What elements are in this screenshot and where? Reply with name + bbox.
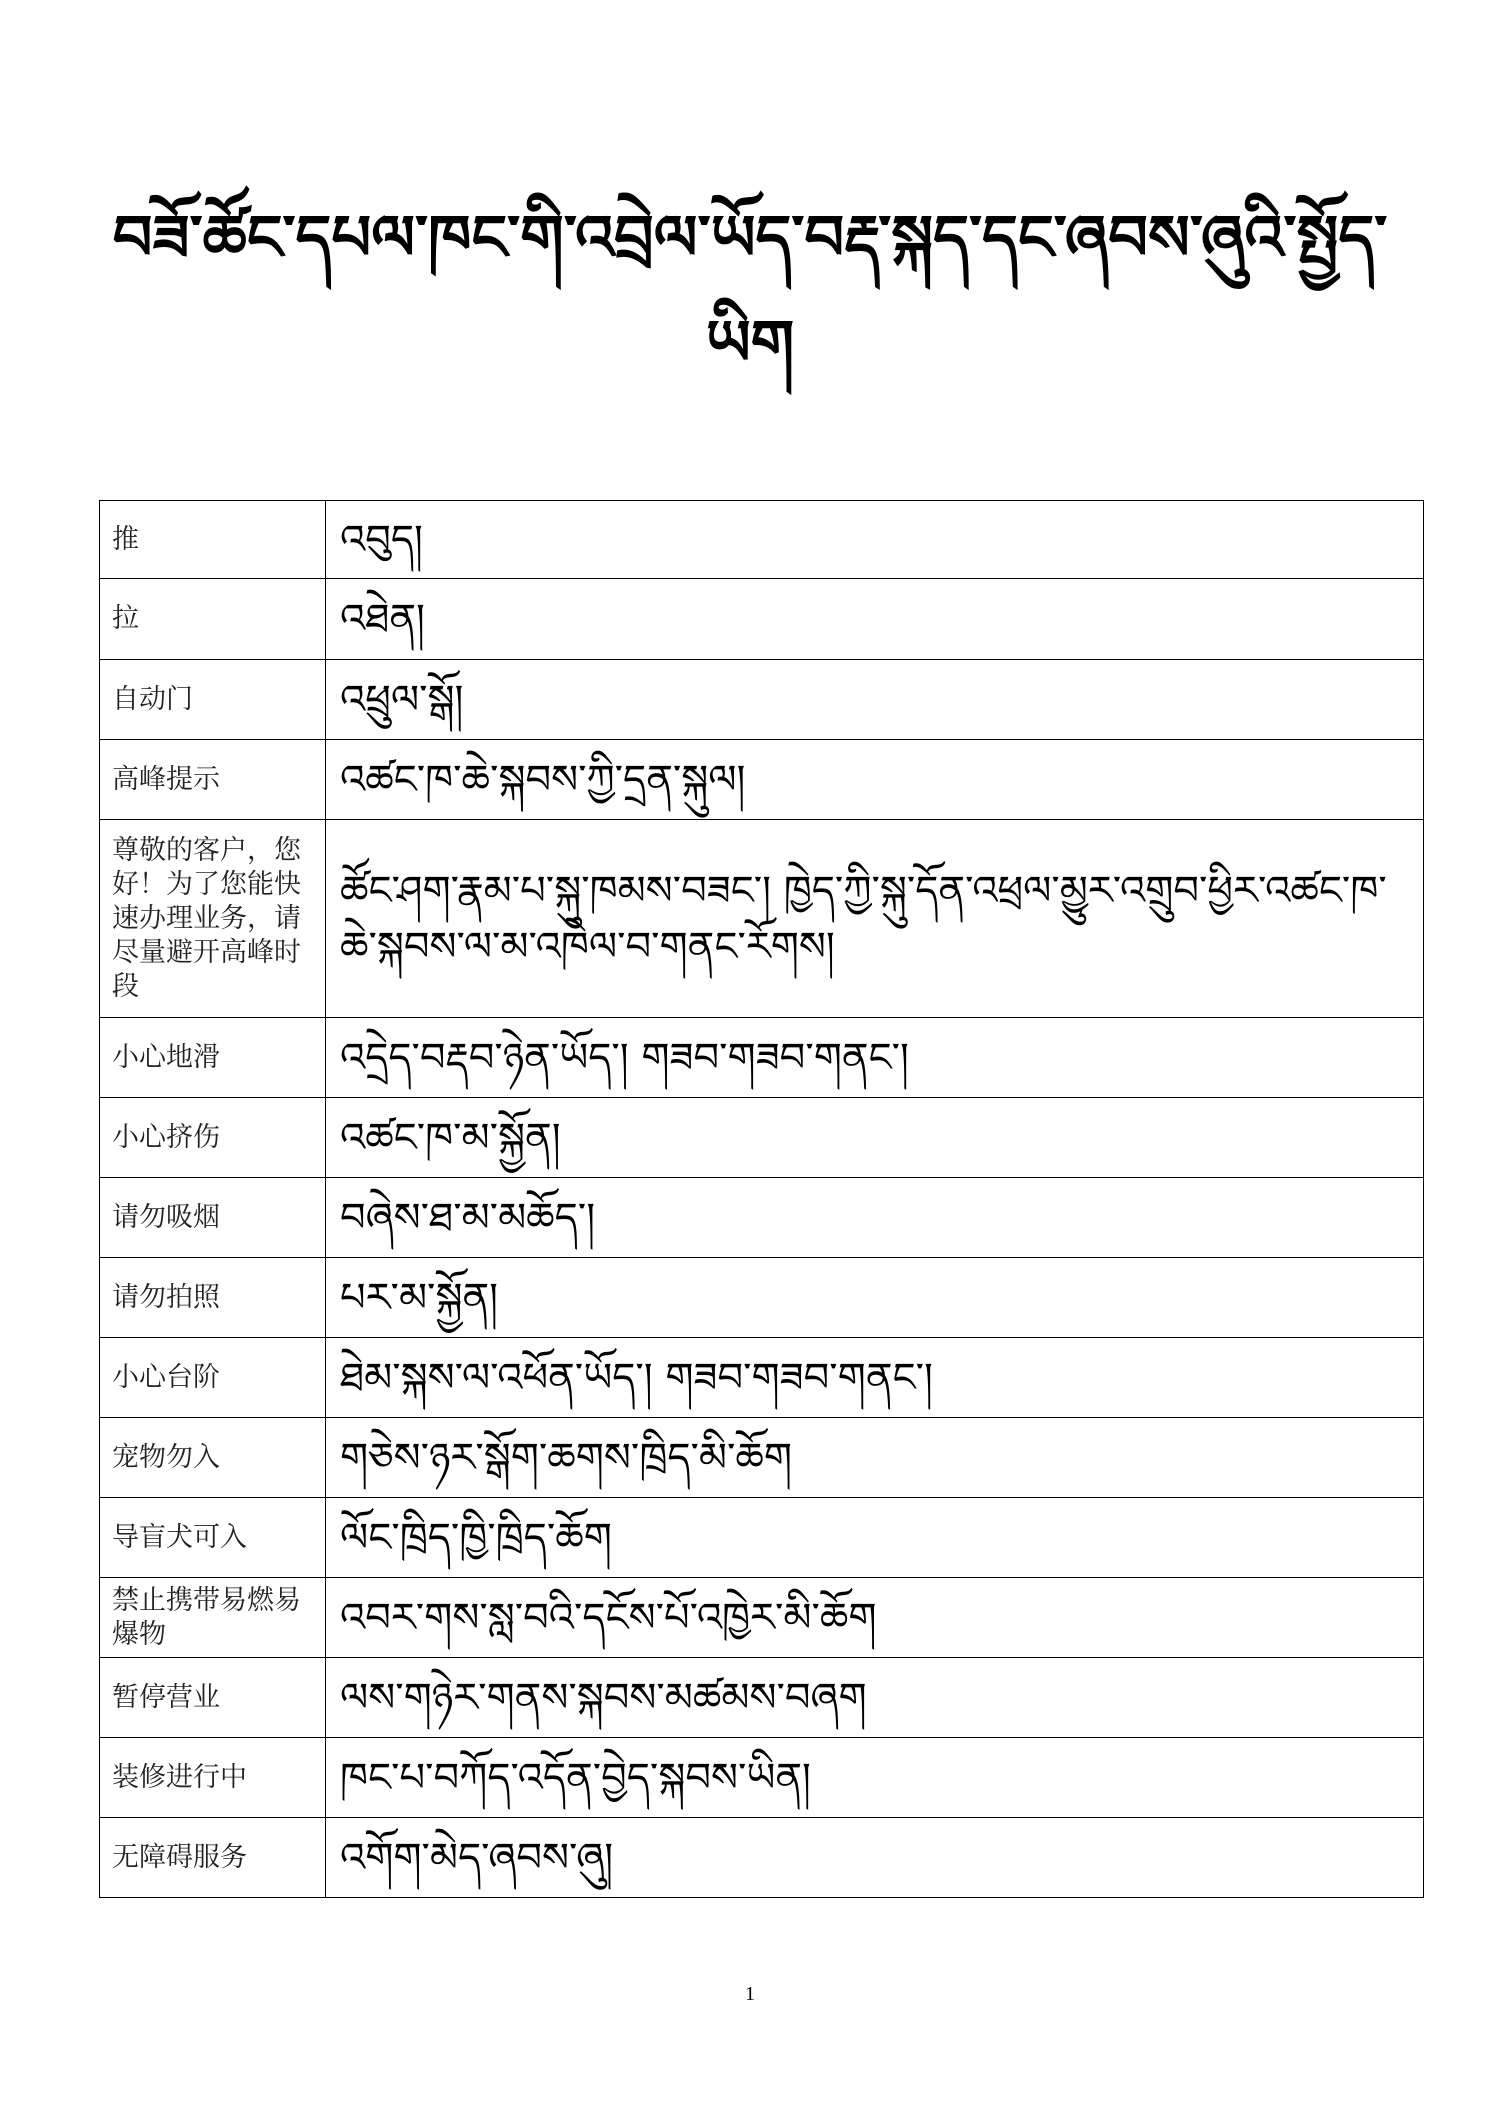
table-row <box>100 501 1424 579</box>
chinese-term: 小心挤伤 <box>100 1098 326 1178</box>
chinese-term: 拉 <box>100 579 326 660</box>
table-row <box>100 740 1424 820</box>
tibetan-term: གཅེས་ཉར་སྒོག་ཆགས་ཁྲིད་མི་ཆོག <box>326 1418 1424 1498</box>
tibetan-term: འཕྲུལ་སྒོ། <box>326 660 1424 740</box>
chinese-term: 推 <box>100 501 326 579</box>
tibetan-term: འདྲེད་བརྡབ་ཉེན་ཡོད་། གཟབ་གཟབ་གནང་། <box>326 1018 1424 1098</box>
table-row <box>100 1578 1424 1658</box>
chinese-term: 小心地滑 <box>100 1018 326 1098</box>
document-title: བཟོ་ཚོང་དཔལ་ཁང་གི་འབྲེལ་ཡོད་བརྡ་སྐད་དང་ཞབས་ཞུའི་སྤྱོད་ཡིག <box>112 201 1388 379</box>
table-row <box>100 1258 1424 1338</box>
glossary-table <box>99 500 1424 1898</box>
chinese-term: 尊敬的客户，您好！为了您能快速办理业务，请尽量避开高峰时段 <box>100 820 326 1018</box>
chinese-term: 装修进行中 <box>100 1738 326 1818</box>
tibetan-term: བཞེས་ཐ་མ་མཆོད་། <box>326 1178 1424 1258</box>
tibetan-term: འབུད། <box>326 501 1424 579</box>
table-row <box>100 820 1424 1018</box>
table-row <box>100 1098 1424 1178</box>
chinese-term: 宠物勿入 <box>100 1418 326 1498</box>
table-row <box>100 1498 1424 1578</box>
chinese-term: 无障碍服务 <box>100 1818 326 1898</box>
tibetan-term: འགོག་མེད་ཞབས་ཞུ། <box>326 1818 1424 1898</box>
chinese-term: 导盲犬可入 <box>100 1498 326 1578</box>
chinese-term: 请勿拍照 <box>100 1258 326 1338</box>
table-row <box>100 1818 1424 1898</box>
page-number: 1 <box>745 1983 755 2005</box>
tibetan-term: འབར་གས་སླ་བའི་དངོས་པོ་འཁྱེར་མི་ཆོག <box>326 1578 1424 1658</box>
tibetan-term: ཁང་པ་བཀོད་འདོན་བྱེད་སྐབས་ཡིན། <box>326 1738 1424 1818</box>
tibetan-term: འཐེན། <box>326 579 1424 660</box>
table-row <box>100 1418 1424 1498</box>
table-row <box>100 660 1424 740</box>
tibetan-term: པར་མ་སྐྱོན། <box>326 1258 1424 1338</box>
table-row <box>100 1338 1424 1418</box>
chinese-term: 请勿吸烟 <box>100 1178 326 1258</box>
chinese-term: 暂停营业 <box>100 1658 326 1738</box>
table-row <box>100 579 1424 660</box>
table-row <box>100 1178 1424 1258</box>
chinese-term: 禁止携带易燃易爆物 <box>100 1578 326 1658</box>
chinese-term: 小心台阶 <box>100 1338 326 1418</box>
tibetan-term: ལས་གཉེར་གནས་སྐབས་མཚམས་བཞག <box>326 1658 1424 1738</box>
table-row <box>100 1018 1424 1098</box>
table-row <box>100 1738 1424 1818</box>
chinese-term: 高峰提示 <box>100 740 326 820</box>
chinese-term: 自动门 <box>100 660 326 740</box>
tibetan-term: ལོང་ཁྲིད་ཁྱི་ཁྲིད་ཆོག <box>326 1498 1424 1578</box>
table-row <box>100 1658 1424 1738</box>
tibetan-term: ཚོང་ཤག་རྣམ་པ་སྐུ་ཁམས་བཟང་། ཁྱེད་ཀྱི་སྐུ་དོན་འཕྲལ་མྱུར་འགྲུབ་ཕྱིར་འཚང་ཁ་ཆེ་སྐབས་ལ་མ་འཁེལ་བ་གནང་རོགས། <box>326 820 1424 1018</box>
tibetan-term: འཚང་ཁ་ཆེ་སྐབས་ཀྱི་དྲན་སྐུལ། <box>326 740 1424 820</box>
tibetan-term: འཚང་ཁ་མ་སྐྱོན། <box>326 1098 1424 1178</box>
tibetan-term: ཐེམ་སྐས་ལ་འཕོན་ཡོད་། གཟབ་གཟབ་གནང་། <box>326 1338 1424 1418</box>
